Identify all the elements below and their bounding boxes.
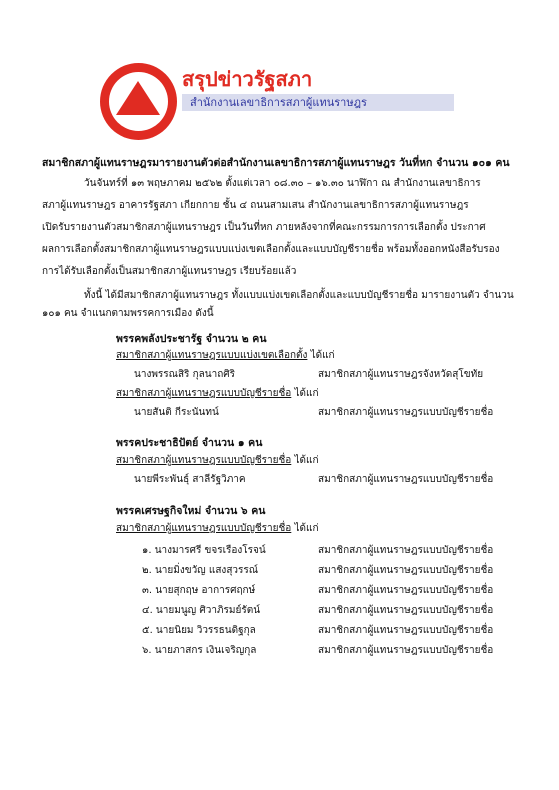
member-type-label: สมาชิกสภาผู้แทนราษฎรแบบบัญชีรายชื่อ ได้แก่	[116, 523, 319, 534]
member-role: สมาชิกสภาผู้แทนราษฎรแบบบัญชีรายชื่อ	[318, 605, 494, 616]
party-name: พรรคพลังประชารัฐ จำนวน ๒ คน	[116, 333, 267, 345]
para2-line: ทั้งนี้ ได้มีสมาชิกสภาผู้แทนราษฎร ทั้งแบบแบ่งเขตเลือกตั้งและแบบบัญชีรายชื่อ มารายงานตัว จำนวน	[84, 290, 514, 301]
member-name: ๖. นายภาสกร เงินเจริญกุล	[142, 645, 257, 656]
member-role: สมาชิกสภาผู้แทนราษฎรแบบบัญชีรายชื่อ	[318, 565, 494, 576]
member-type-label: สมาชิกสภาผู้แทนราษฎรแบบบัญชีรายชื่อ ได้แก่	[116, 388, 319, 399]
member-type-label: สมาชิกสภาผู้แทนราษฎรแบบบัญชีรายชื่อ ได้แก่	[116, 455, 319, 466]
member-type-label: สมาชิกสภาผู้แทนราษฎรแบบแบ่งเขตเลือกตั้ง ได้แก่	[116, 350, 335, 361]
member-role: สมาชิกสภาผู้แทนราษฎรแบบบัญชีรายชื่อ	[318, 474, 494, 485]
brand-subtitle: สำนักงานเลขาธิการสภาผู้แทนราษฎร	[190, 96, 367, 109]
para2-line: ๑๐๑ คน จำแนกตามพรรคการเมือง ดังนี้	[42, 308, 214, 319]
member-role: สมาชิกสภาผู้แทนราษฎรแบบบัญชีรายชื่อ	[318, 407, 494, 418]
member-name: ๑. นางมารศรี ขจรเรืองโรจน์	[142, 545, 266, 556]
para1-line: สภาผู้แทนราษฎร อาคารรัฐสภา เกียกกาย ชั้น ๔ ถนนสามเสน สำนักงานเลขาธิการสภาผู้แทนราษฎร	[42, 200, 469, 211]
brand-title: สรุปข่าวรัฐสภา	[182, 67, 313, 91]
member-name: นางพรรณสิริ กุลนาถศิริ	[134, 369, 236, 380]
party-name: พรรคประชาธิปัตย์ จำนวน ๑ คน	[116, 437, 263, 449]
member-name: นายสันติ กีระนันทน์	[134, 407, 219, 418]
member-name: นายพีระพันธุ์ สาลีรัฐวิภาค	[134, 474, 246, 485]
member-name: ๒. นายมิ่งขวัญ แสงสุวรรณ์	[142, 565, 259, 576]
para1-line: ผลการเลือกตั้งสมาชิกสภาผู้แทนราษฎรแบบแบ่งเขตเลือกตั้งและแบบบัญชีรายชื่อ พร้อมทั้งออกหนังสือรับรอง	[42, 244, 500, 255]
para1-line: เปิดรับรายงานตัวสมาชิกสภาผู้แทนราษฎร เป็นวันที่หก ภายหลังจากที่คณะกรรมการการเลือกตั้ง ประกาศ	[42, 222, 486, 233]
member-role: สมาชิกสภาผู้แทนราษฎรแบบบัญชีรายชื่อ	[318, 645, 494, 656]
member-name: ๕. นายนิยม วิวรรธนดิฐกุล	[142, 625, 256, 636]
document-heading: สมาชิกสภาผู้แทนราษฎรมารายงานตัวต่อสำนักงานเลขาธิการสภาผู้แทนราษฎร วันที่หก จำนวน ๑๐๑ คน	[42, 157, 510, 169]
para1-line: การได้รับเลือกตั้งเป็นสมาชิกสภาผู้แทนราษฎร เรียบร้อยแล้ว	[42, 266, 297, 277]
party-name: พรรคเศรษฐกิจใหม่ จำนวน ๖ คน	[116, 505, 266, 517]
member-role: สมาชิกสภาผู้แทนราษฎรแบบบัญชีรายชื่อ	[318, 585, 494, 596]
member-name: ๓. นายสุกฤษ อาการศฤกษ์	[142, 585, 256, 596]
member-role: สมาชิกสภาผู้แทนราษฎรแบบบัญชีรายชื่อ	[318, 545, 494, 556]
member-role: สมาชิกสภาผู้แทนราษฎรแบบบัญชีรายชื่อ	[318, 625, 494, 636]
para1-line: วันจันทร์ที่ ๑๓ พฤษภาคม ๒๕๖๒ ตั้งแต่เวลา ๐๘.๓๐ – ๑๖.๓๐ นาฬิกา ณ สำนักงานเลขาธิการ	[84, 178, 481, 189]
member-name: ๔. นายมนูญ ศิวาภิรมย์รัตน์	[142, 605, 261, 616]
parliament-seal-logo	[100, 63, 177, 140]
member-role: สมาชิกสภาผู้แทนราษฎรจังหวัดสุโขทัย	[318, 369, 484, 380]
